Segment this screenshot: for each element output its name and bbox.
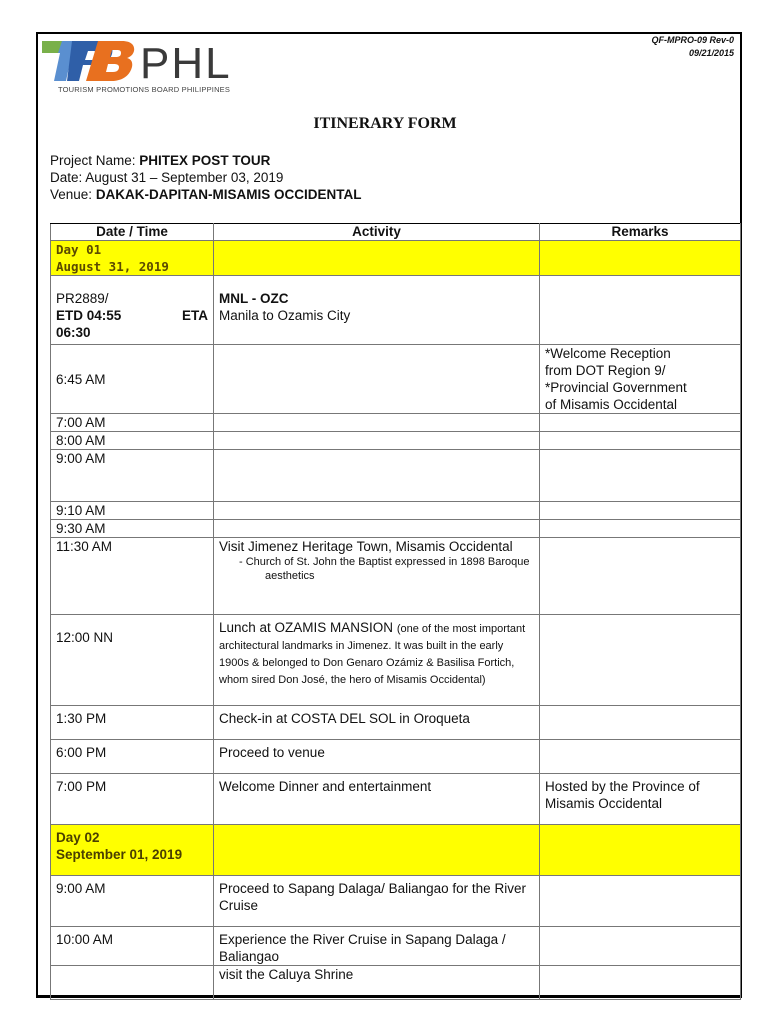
day-label: Day 02 [56,830,100,845]
table-row [51,432,741,450]
project-name-value: PHITEX POST TOUR [139,153,271,168]
table-row [51,538,741,615]
activity-cell [214,520,540,538]
table-row [51,520,741,538]
time-cell: 1:30 PM [51,706,214,740]
table-row [51,345,741,414]
activity-cell: visit the Caluya Shrine [214,966,540,1000]
flight-route: MNL - OZC [219,291,289,306]
activity-cell [214,450,540,502]
remarks-cell [540,502,741,520]
form-code [651,34,734,60]
time-cell: 6:45 AM [51,345,214,414]
table-row [51,774,741,825]
remarks-cell [540,876,741,927]
project-venue-value: DAKAK-DAPITAN-MISAMIS OCCIDENTAL [95,187,362,202]
table-row [51,966,741,1000]
day-date: August 31, 2019 [56,259,169,274]
day-cell [51,241,214,276]
flight-route-desc: Manila to Ozamis City [219,308,351,323]
project-date-label: Date: [50,170,83,185]
form-code-date: 09/21/2015 [688,48,734,58]
activity-cell: Proceed to Sapang Dalaga/ Baliangao for the River Cruise [214,876,540,927]
time-cell: 9:00 AM [51,450,214,502]
time-cell: 12:00 NN [51,615,214,706]
activity-cell [214,615,540,706]
day-remarks-cell [540,241,741,276]
remarks-cell [540,414,741,432]
activity-bullet: - Church of St. John the Baptist expressed in 1898 Baroque aesthetics [239,556,530,582]
time-cell: 9:10 AM [51,502,214,520]
time-cell: 9:30 AM [51,520,214,538]
activity-cell [214,502,540,520]
logo-tagline: TOURISM PROMOTIONS BOARD PHILIPPINES [58,85,231,94]
remarks-cell: Hosted by the Province of Misamis Occidental [540,774,741,825]
project-name-line [50,152,362,169]
flight-times [56,307,208,324]
time-cell: 7:00 PM [51,774,214,825]
day-row [51,241,741,276]
activity-cell: Experience the River Cruise in Sapang Dalaga / Baliangao [214,927,540,966]
remarks-cell [540,706,741,740]
activity-cell: Proceed to venue [214,740,540,774]
activity-cell [214,432,540,450]
table-row [51,450,741,502]
day-remarks-cell [540,825,741,876]
day-activity-cell [214,241,540,276]
activity-cell: Check-in at COSTA DEL SOL in Oroqueta [214,706,540,740]
page-title: ITINERARY FORM [313,115,457,132]
remark-line: *Welcome Reception [545,346,671,361]
table-row [51,276,741,345]
header-remarks: Remarks [540,224,741,241]
activity-cell [214,538,540,615]
flight-cell [51,276,214,345]
activity-text: Visit Jimenez Heritage Town, Misamis Occidental [219,539,513,554]
project-name-label: Project Name: [50,153,136,168]
flight-eta-label: ETA [182,308,208,323]
activity-text: Lunch at OZAMIS MANSION [219,620,394,635]
remarks-cell [540,740,741,774]
table-row [51,706,741,740]
header-date-time: Date / Time [51,224,214,241]
remark-line: from DOT Region 9/ [545,363,666,378]
time-cell: 6:00 PM [51,740,214,774]
remark-line: *Provincial Government [545,380,687,395]
day-row [51,825,741,876]
table-row [51,740,741,774]
table-header-row [51,224,741,241]
day-cell [51,825,214,876]
itinerary-table [50,223,741,1000]
table-row [51,502,741,520]
form-code-rev: QF-MPRO-09 Rev-0 [651,35,734,45]
time-cell: 9:00 AM [51,876,214,927]
remarks-cell [540,520,741,538]
table-row [51,876,741,927]
remark-line: of Misamis Occidental [545,397,678,412]
project-venue-line [50,186,362,203]
activity-cell [214,414,540,432]
remarks-cell [540,966,741,1000]
time-cell: 7:00 AM [51,414,214,432]
time-cell [51,966,214,1000]
flight-code: PR2889/ [56,291,109,306]
remarks-cell [540,615,741,706]
project-info [50,152,362,203]
activity-detail: (one of the most important architectural landmarks in Jimenez. It was built in the early 1900s & belonged to Don Genaro Ozámiz & Basilisa Fortich, whom sired Don José, the hero of Misamis Occidental) [219,623,526,686]
header-activity: Activity [214,224,540,241]
table-row [51,414,741,432]
time-cell: 11:30 AM [51,538,214,615]
table-row [51,927,741,966]
time-cell: 10:00 AM [51,927,214,966]
remarks-cell [540,345,741,414]
flight-activity [214,276,540,345]
day-activity-cell [214,825,540,876]
svg-text:PHL: PHL [140,39,232,88]
table-row [51,615,741,706]
flight-remarks [540,276,741,345]
flight-etd: ETD 04:55 [56,308,122,323]
day-label: Day 01 [56,242,102,257]
project-date-line [50,169,362,186]
time-cell: 8:00 AM [51,432,214,450]
activity-cell [214,345,540,414]
activity-cell: Welcome Dinner and entertainment [214,774,540,825]
day-date: September 01, 2019 [56,847,183,862]
remarks-cell [540,927,741,966]
remarks-cell [540,538,741,615]
flight-eta-time: 06:30 [56,325,91,340]
project-date-value: August 31 – September 03, 2019 [85,170,284,185]
project-venue-label: Venue: [50,187,93,202]
remarks-cell [540,432,741,450]
remarks-cell [540,450,741,502]
